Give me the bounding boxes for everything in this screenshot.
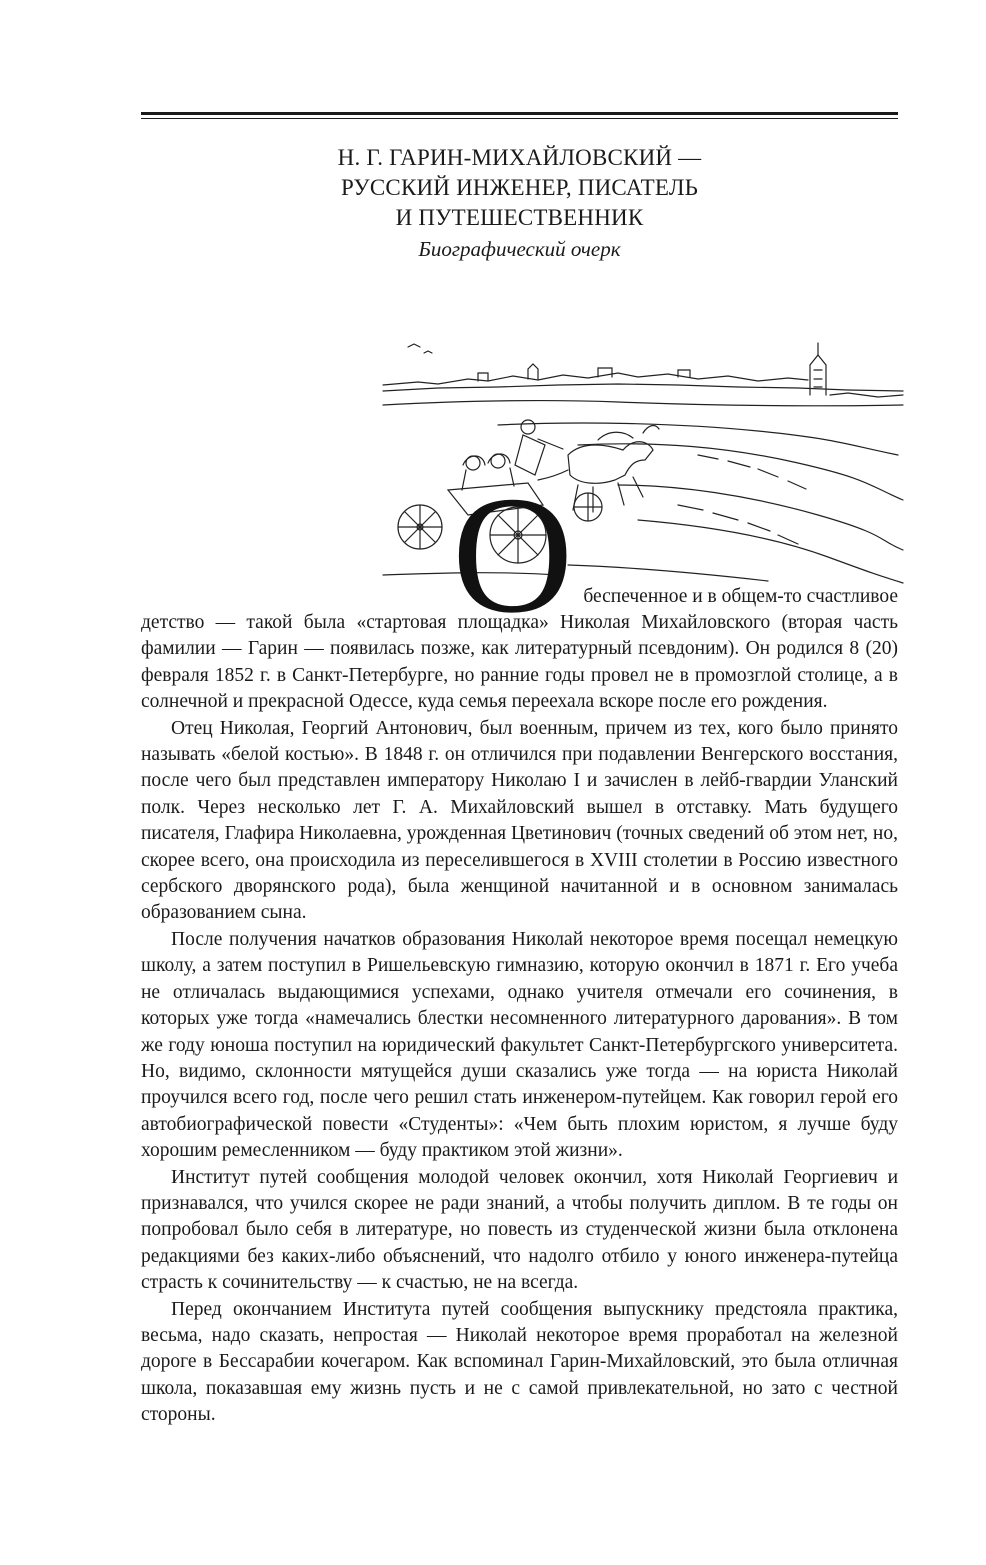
article-body bbox=[141, 610, 898, 1429]
paragraph-1: детство — такой была «стартовая площадка» Николая Михайловского (вторая часть фамилии — Гарин — появилась позже, как литературный псевдоним). Он родился 8 (20) февраля 1852 г. в Санкт-Петербурге, но ранние годы провел не в промозглой столице, а в солнечной и прекрасной Одессе, куда семья переехала вскоре после его рождения. bbox=[141, 612, 898, 713]
first-line-text: беспеченное и в общем-то счастливое bbox=[583, 586, 898, 607]
chapter-title-line-1: Н. Г. ГАРИН-МИХАЙЛОВСКИЙ — bbox=[337, 145, 702, 170]
chapter-subtitle: Биографический очерк bbox=[418, 237, 621, 261]
drop-cap-letter: О bbox=[452, 462, 574, 648]
header-rule-thick bbox=[141, 112, 898, 115]
chapter-title-line-3: И ПУТЕШЕСТВЕННИК bbox=[395, 205, 644, 230]
paragraph-4: Институт путей сообщения молодой человек окончил, хотя Николай Георгиевич и признавался, что учился скорее не ради знаний, а чтобы получить диплом. В те годы он попробовал было себя в литературе, но повесть из студенческой жизни была отклонена редакциями без каких-либо объяснений, что надолго отбило у юного инженера-путейца страсть к сочинительству — к счастью, не на всегда. bbox=[141, 1166, 898, 1294]
paragraph-5: Перед окончанием Института путей сообщения выпускнику предстояла практика, весьма, надо сказать, непростая — Николай некоторое время проработал на железной дороге в Бессарабии кочегаром. Как вспоминал Гарин-Михайловский, это была отличная школа, показавшая ему жизнь пусть и не с самой привлекательной, но зато с честной стороны. bbox=[141, 1298, 898, 1426]
header-rule-thin bbox=[141, 118, 898, 119]
paragraph-2: Отец Николая, Георгий Антонович, был военным, причем из тех, кого было принято называть «белой костью». В 1848 г. он отличился при подавлении Венгерского восстания, после чего был представлен императору Николаю I и зачислен в лейб-гвардии Уланский полк. Через несколько лет Г. А. Михайловский вышел в отставку. Мать будущего писателя, Глафира Николаевна, урожденная Цветинович (точных сведений об этом нет, но, скорее всего, она происходила из переселившегося в XVIII столетии в Россию известного сербского дворянского рода), была женщиной начитанной и в основном занималась образованием сына. bbox=[141, 717, 898, 924]
paragraph-3: После получения начатков образования Николай некоторое время посещал немецкую школу, а затем поступил в Ришельевскую гимназию, которую окончил в 1871 г. Его учеба не отличалась выдающимися успехами, однако учителя отмечали его сочинения, в которых уже тогда «намечались блестки несомненного литературного дарования». В том же году юноша поступил на юридический факультет Санкт-Петербургского университета. Но, видимо, склонности мятущейся души сказались уже тогда — на юриста Николай проучился всего год, после чего решил стать инженером-путейцем. Как говорил герой его автобиографической повести «Студенты»: «Чем быть плохим юристом, я лучше буду хорошим ремесленником — буду практиком этой жизни». bbox=[141, 928, 898, 1162]
chapter-title-line-2: РУССКИЙ ИНЖЕНЕР, ПИСАТЕЛЬ bbox=[340, 175, 699, 200]
chapter-heading bbox=[141, 143, 898, 263]
